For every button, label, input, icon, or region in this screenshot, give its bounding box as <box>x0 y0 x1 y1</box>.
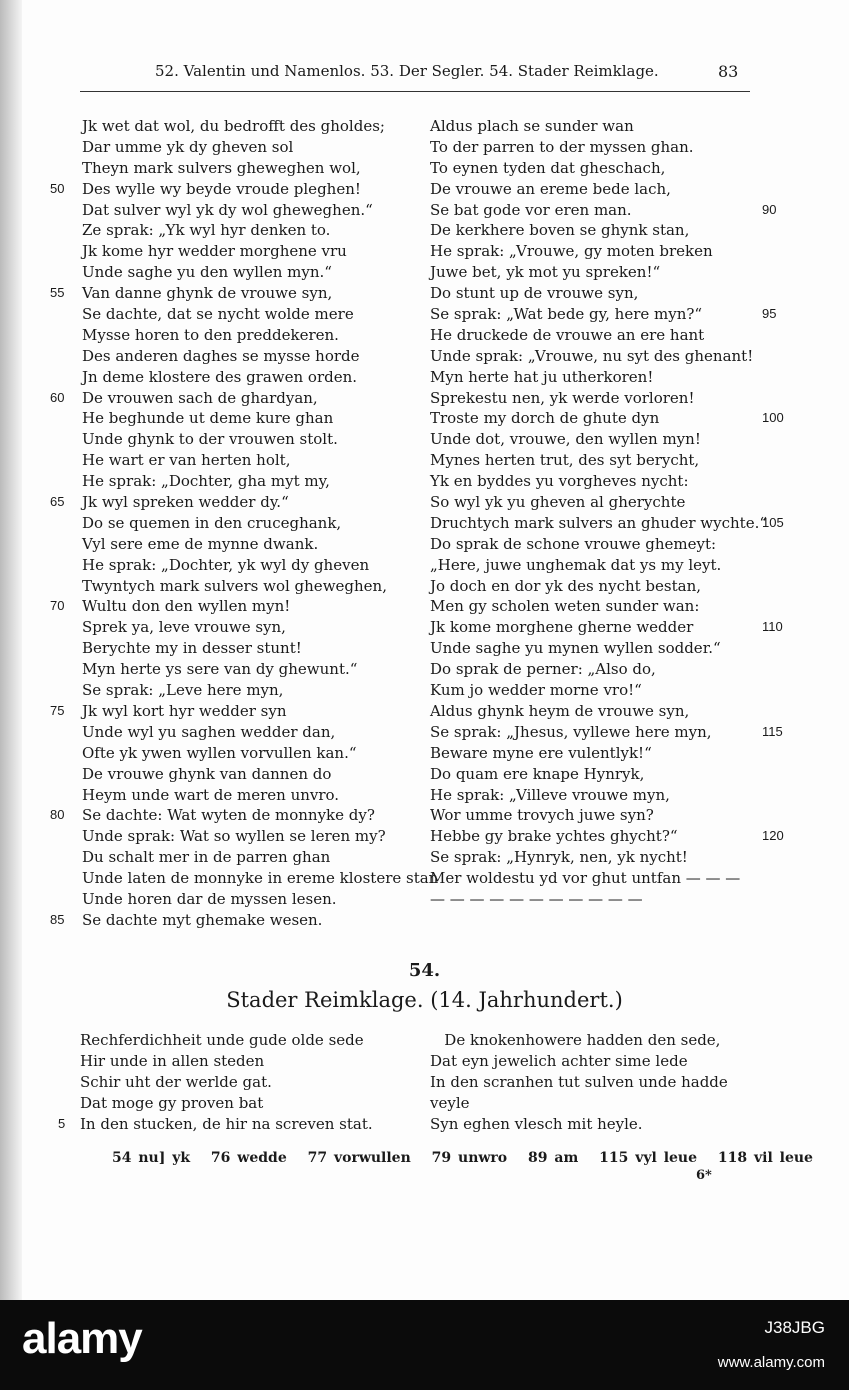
verse-line <box>430 492 767 513</box>
line-number: 90 <box>762 201 777 217</box>
poem2-right-column <box>430 1030 728 1134</box>
verse-line <box>430 283 767 304</box>
verse-line <box>430 179 767 200</box>
verse-text: Dat eyn jewelich achter sime lede <box>430 1051 688 1070</box>
verse-text: Troste my dorch de ghute dyn <box>430 409 660 428</box>
verse-line <box>50 910 438 931</box>
verse-text: Hir unde in allen steden <box>80 1051 265 1070</box>
verse-line <box>430 868 767 889</box>
section-title: Stader Reimklage. (14. Jahrhundert.) <box>226 988 623 1012</box>
verse-line <box>82 429 438 450</box>
verse-text: Do se quemen in den cruceghank, <box>82 513 342 532</box>
verse-line <box>430 137 767 158</box>
verse-text: Unde wyl yu saghen wedder dan, <box>82 722 336 741</box>
footnote: 115 vyl leue <box>599 1150 698 1166</box>
verse-text: He druckede de vrouwe an ere hant <box>430 325 705 344</box>
verse-text: Unde dot, vrouwe, den wyllen myn! <box>430 430 701 449</box>
verse-line <box>80 1030 373 1051</box>
verse-text: He beghunde ut deme kure ghan <box>82 409 334 428</box>
footnote: 118 vil leue <box>717 1150 813 1166</box>
verse-text: Aldus plach se sunder wan <box>430 117 634 135</box>
verse-text: Aldus ghynk heym de vrouwe syn, <box>430 701 690 720</box>
verse-line <box>82 576 438 597</box>
verse-line <box>430 325 767 346</box>
verse-text: Jk kome morghene gherne wedder <box>430 618 694 637</box>
verse-text: Unde saghe yu mynen wyllen sodder.“ <box>430 639 721 658</box>
verse-line <box>430 701 767 722</box>
verse-text: Jn deme klostere des grawen orden. <box>82 367 358 386</box>
line-number: 85 <box>50 911 65 927</box>
signature-mark: 6* <box>696 1168 712 1183</box>
footnote: 76 wedde <box>210 1150 287 1166</box>
verse-line <box>82 868 438 889</box>
verse-text: Theyn mark sulvers gheweghen wol, <box>82 158 361 177</box>
verse-line <box>430 764 767 785</box>
watermark-logo: alamy <box>22 1314 142 1363</box>
verse-text: Des wylle wy beyde vroude pleghen! <box>82 179 361 198</box>
verse-line <box>82 826 438 847</box>
verse-line <box>430 1093 728 1114</box>
verse-text: Do quam ere knape Hynryk, <box>430 764 645 783</box>
line-number: 60 <box>50 389 65 405</box>
verse-line <box>430 346 767 367</box>
verse-text: Se bat gode vor eren man. <box>430 200 632 219</box>
footnote: 77 vorwullen <box>307 1150 411 1166</box>
verse-line <box>82 241 438 262</box>
verse-line <box>82 555 438 576</box>
verse-line <box>430 743 767 764</box>
verse-line <box>82 785 438 806</box>
verse-text: Jk wet dat wol, du bedrofft des gholdes; <box>82 117 385 135</box>
verse-text: Jk kome hyr wedder morghene vru <box>82 242 347 261</box>
verse-text: Unde saghe yu den wyllen myn.“ <box>82 263 332 282</box>
verse-text: Rechferdichheit unde gude olde sede <box>80 1031 364 1049</box>
verse-text: He sprak: „Dochter, yk wyl dy gheven <box>82 555 370 574</box>
verse-text: Berychte my in desser stunt! <box>82 639 302 658</box>
verse-text: De vrouwen sach de ghardyan, <box>82 388 318 407</box>
verse-line <box>430 805 767 826</box>
verse-text: In den stucken, de hir na screven stat. <box>80 1114 373 1133</box>
footnotes <box>112 1150 827 1166</box>
verse-line <box>430 220 767 241</box>
verse-text: Se sprak: „Jhesus, vyllewe here myn, <box>430 722 712 741</box>
line-number: 55 <box>50 285 65 301</box>
verse-text: Jk wyl kort hyr wedder syn <box>82 701 287 720</box>
verse-text: Unde laten de monnyke in ereme klostere stan <box>82 869 439 888</box>
verse-line <box>430 826 784 847</box>
verse-line <box>82 471 438 492</box>
verse-line <box>82 200 438 221</box>
line-number: 50 <box>50 180 65 196</box>
verse-text: Men gy scholen weten sunder wan: <box>430 597 700 616</box>
verse-line <box>50 492 438 513</box>
verse-line <box>430 241 767 262</box>
verse-text: De vrouwe an ereme bede lach, <box>430 179 671 198</box>
verse-line <box>430 408 784 429</box>
verse-line <box>430 367 767 388</box>
verse-line <box>82 638 438 659</box>
line-number: 5 <box>58 1115 66 1131</box>
poem2-left-column <box>58 1030 373 1134</box>
verse-line <box>50 179 438 200</box>
running-header: 52. Valentin und Namenlos. 53. Der Segler. 54. Stader Reimklage. <box>155 62 659 80</box>
verse-line <box>80 1051 373 1072</box>
image-id: J38JBG <box>764 1318 825 1337</box>
verse-line <box>82 450 438 471</box>
verse-text: Des anderen daghes se mysse horde <box>82 346 360 365</box>
verse-text: Se sprak: „Wat bede gy, here myn?“ <box>430 305 703 324</box>
page-number: 83 <box>718 62 739 81</box>
verse-line <box>80 1093 373 1114</box>
verse-line <box>430 388 767 409</box>
verse-line <box>82 534 438 555</box>
line-number: 80 <box>50 807 65 823</box>
verse-text: He sprak: „Vrouwe, gy moten breken <box>430 242 713 261</box>
verse-text: Mynes herten trut, des syt berycht, <box>430 451 700 470</box>
line-number: 115 <box>762 723 783 739</box>
verse-text: To der parren to der myssen ghan. <box>430 137 694 156</box>
verse-text: Dar umme yk dy gheven sol <box>82 137 294 156</box>
verse-line <box>82 513 438 534</box>
verse-line <box>430 722 783 743</box>
verse-text: Jo doch en dor yk des nycht bestan, <box>430 576 701 595</box>
verse-line <box>430 847 767 868</box>
verse-text: Syn eghen vlesch mit heyle. <box>430 1114 643 1133</box>
verse-line <box>50 701 438 722</box>
verse-line <box>430 534 767 555</box>
verse-line <box>82 262 438 283</box>
verse-text: De knokenhowere hadden den sede, <box>430 1031 721 1049</box>
verse-text: Unde sprak: „Vrouwe, nu syt des ghenant! <box>430 346 754 365</box>
verse-line <box>430 785 767 806</box>
verse-line <box>82 722 438 743</box>
verse-text: Druchtych mark sulvers an ghuder wychte.“ <box>430 513 768 532</box>
verse-line <box>430 576 767 597</box>
verse-text: Beware myne ere vulentlyk!“ <box>430 743 652 762</box>
verse-text: Myn herte ys sere van dy ghewunt.“ <box>82 660 358 679</box>
verse-text: Do sprak de perner: „Also do, <box>430 660 656 679</box>
line-number: 75 <box>50 702 65 718</box>
verse-line <box>430 617 783 638</box>
verse-line <box>82 346 438 367</box>
header-rule <box>80 91 750 92</box>
verse-text: Wultu don den wyllen myn! <box>82 597 291 616</box>
verse-text: Dat moge gy proven bat <box>80 1093 264 1112</box>
verse-line <box>50 596 438 617</box>
verse-text: Heym unde wart de meren unvro. <box>82 785 340 804</box>
verse-text: Mysse horen to den preddekeren. <box>82 325 339 344</box>
verse-text: Sprekestu nen, yk werde vorloren! <box>430 388 695 407</box>
line-number: 70 <box>50 598 65 614</box>
verse-line <box>82 408 438 429</box>
verse-text: Twyntych mark sulvers wol gheweghen, <box>82 576 387 595</box>
verse-line <box>82 764 438 785</box>
verse-line <box>430 1051 728 1072</box>
verse-line <box>430 1072 728 1093</box>
line-number: 95 <box>762 306 777 322</box>
verse-line <box>82 889 438 910</box>
verse-text: Do sprak de schone vrouwe ghemeyt: <box>430 534 717 553</box>
verse-text: Sprek ya, leve vrouwe syn, <box>82 618 286 637</box>
verse-text: To eynen tyden dat gheschach, <box>430 158 666 177</box>
verse-text: Vyl sere eme de mynne dwank. <box>82 534 319 553</box>
verse-text: Unde horen dar de myssen lesen. <box>82 889 337 908</box>
verse-line <box>82 659 438 680</box>
verse-line <box>430 429 767 450</box>
verse-line <box>82 304 438 325</box>
verse-text: Se dachte, dat se nycht wolde mere <box>82 305 354 324</box>
verse-line <box>430 158 767 179</box>
verse-text: He wart er van herten holt, <box>82 451 291 470</box>
verse-line <box>58 1114 373 1135</box>
verse-text: Kum jo wedder morne vro!“ <box>430 681 642 700</box>
verse-line <box>82 220 438 241</box>
line-number: 65 <box>50 494 65 510</box>
verse-text: Van danne ghynk de vrouwe syn, <box>82 284 333 303</box>
poem-right-column <box>430 116 784 910</box>
verse-text: „Here, juwe unghemak dat ys my leyt. <box>430 555 722 574</box>
verse-text: — — — — — — — — — — — <box>430 889 643 908</box>
verse-text: He sprak: „Villeve vrouwe myn, <box>430 785 670 804</box>
line-number: 105 <box>762 514 784 530</box>
verse-line <box>82 367 438 388</box>
verse-line <box>430 513 784 534</box>
verse-line <box>82 158 438 179</box>
verse-line <box>82 617 438 638</box>
line-number: 100 <box>762 410 784 426</box>
verse-line <box>430 450 767 471</box>
verse-text: Mer woldestu yd vor ghut untfan — — — <box>430 869 741 888</box>
section-number: 54. <box>408 960 441 981</box>
verse-line <box>430 889 767 910</box>
verse-line <box>430 116 767 137</box>
verse-line <box>82 116 438 137</box>
verse-line <box>430 471 767 492</box>
verse-text: Du schalt mer in de parren ghan <box>82 848 331 867</box>
verse-text: Do stunt up de vrouwe syn, <box>430 284 639 303</box>
verse-text: Ofte yk ywen wyllen vorvullen kan.“ <box>82 743 357 762</box>
verse-text: De kerkhere boven se ghynk stan, <box>430 221 690 240</box>
verse-text: Se sprak: „Hynryk, nen, yk nycht! <box>430 848 688 867</box>
verse-text: De vrouwe ghynk van dannen do <box>82 764 332 783</box>
watermark-bar <box>0 1300 849 1390</box>
verse-text: Hebbe gy brake ychtes ghycht?“ <box>430 827 678 846</box>
verse-text: Schir uht der werlde gat. <box>80 1072 272 1091</box>
page-edge-shadow <box>0 0 22 1300</box>
verse-line <box>430 680 767 701</box>
verse-text: Juwe bet, yk mot yu spreken!“ <box>430 263 661 282</box>
footnote: 79 unwro <box>431 1150 508 1166</box>
verse-line <box>50 805 438 826</box>
verse-text: Dat sulver wyl yk dy wol gheweghen.“ <box>82 200 373 219</box>
verse-text: Unde sprak: Wat so wyllen se leren my? <box>82 827 386 846</box>
verse-text: Jk wyl spreken wedder dy.“ <box>82 493 289 512</box>
verse-text: So wyl yk yu gheven al gherychte <box>430 493 686 512</box>
verse-text: He sprak: „Dochter, gha myt my, <box>82 472 330 491</box>
verse-line <box>430 200 777 221</box>
verse-line <box>82 680 438 701</box>
verse-line <box>430 596 767 617</box>
verse-text: Yk en byddes yu vorgheves nycht: <box>430 472 689 491</box>
verse-text: In den scranhen tut sulven unde hadde <box>430 1072 728 1091</box>
line-number: 110 <box>762 619 783 635</box>
verse-line <box>82 847 438 868</box>
verse-text: Myn herte hat ju utherkoren! <box>430 367 654 386</box>
poem-left-column <box>50 116 439 931</box>
verse-text: Ze sprak: „Yk wyl hyr denken to. <box>82 221 331 240</box>
verse-line <box>82 137 438 158</box>
footnote: 89 am <box>528 1150 579 1166</box>
verse-line <box>82 743 438 764</box>
verse-line <box>430 555 767 576</box>
watermark-url: www.alamy.com <box>717 1354 825 1371</box>
verse-line <box>50 283 438 304</box>
verse-text: Se dachte myt ghemake wesen. <box>82 910 323 929</box>
verse-line <box>430 304 777 325</box>
verse-text: veyle <box>430 1093 470 1112</box>
footnote: 54 nu] yk <box>112 1150 191 1166</box>
verse-line <box>80 1072 373 1093</box>
verse-text: Wor umme trovych juwe syn? <box>430 806 654 825</box>
verse-line <box>430 659 767 680</box>
verse-line <box>430 262 767 283</box>
verse-text: Se dachte: Wat wyten de monnyke dy? <box>82 806 375 825</box>
verse-line <box>430 1114 728 1135</box>
verse-text: Unde ghynk to der vrouwen stolt. <box>82 430 338 449</box>
verse-line <box>430 1030 728 1051</box>
line-number: 120 <box>762 828 784 844</box>
verse-line <box>430 638 767 659</box>
verse-line <box>82 325 438 346</box>
verse-line <box>50 388 438 409</box>
verse-text: Se sprak: „Leve here myn, <box>82 681 284 700</box>
